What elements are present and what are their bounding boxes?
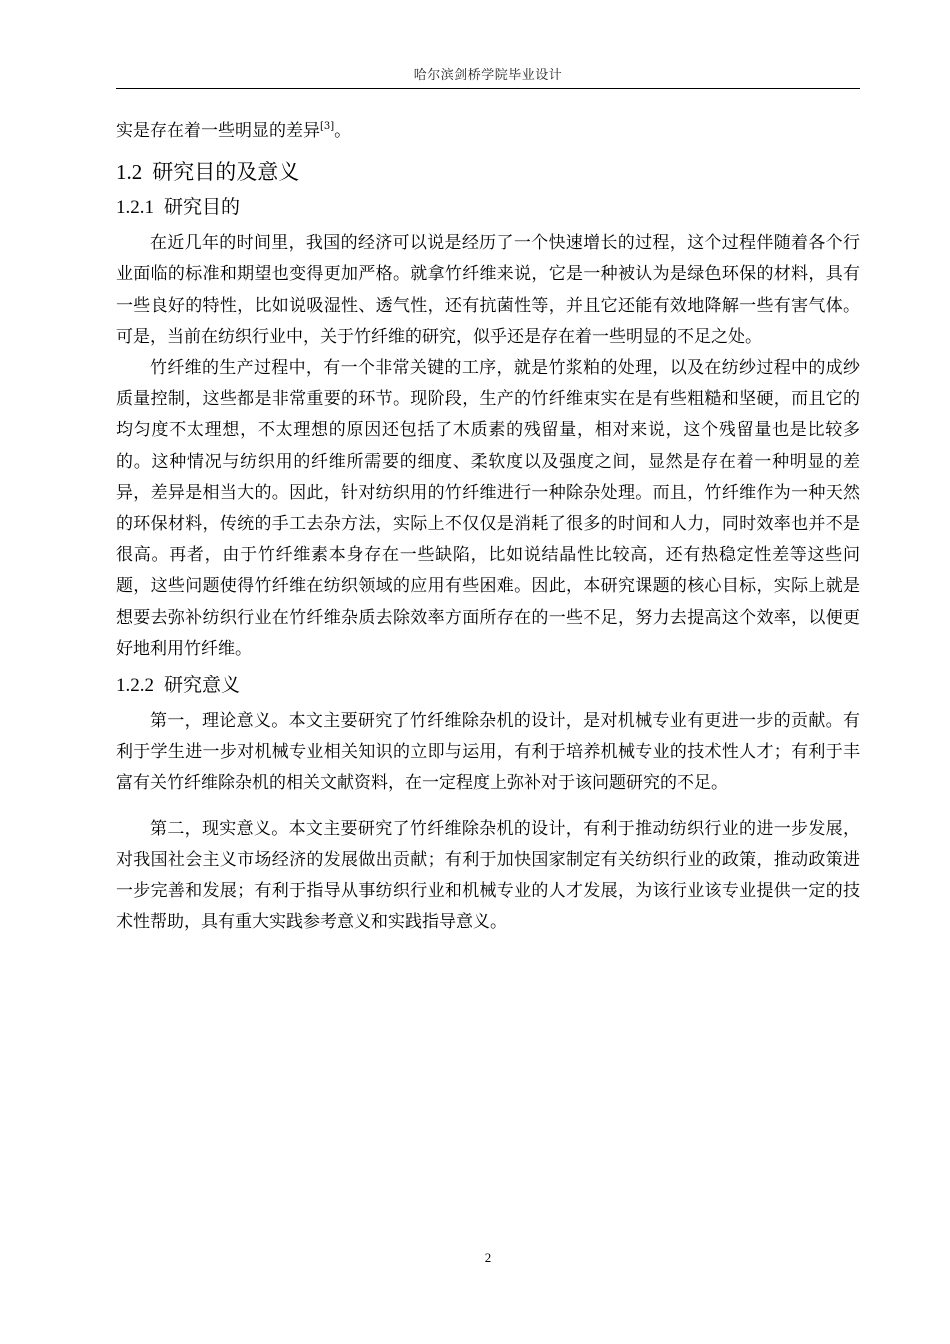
- paragraph: 在近几年的时间里，我国的经济可以说是经历了一个快速增长的过程，这个过程伴随着各个行业面临的标准和期望也变得更加严格。就拿竹纤维来说，它是一种被认为是绿色环保的材料，具有一些良好的特性，比如说吸湿性、透气性，还有抗菌性等，并且它还能有效地降解一些有害气体。可是，当前在纺织行业中，关于竹纤维的研究，似乎还是存在着一些明显的不足之处。: [116, 233, 860, 347]
- paragraph: 第一，理论意义。本文主要研究了竹纤维除杂机的设计，是对机械专业有更进一步的贡献。有利于学生进一步对机械专业相关知识的立即与运用，有利于培养机械专业的技术性人才；有利于丰富有关竹纤维除杂机的相关文献资料，在一定程度上弥补对于该问题研究的不足。: [116, 711, 860, 794]
- section-heading-1-2: [116, 157, 860, 187]
- subsection-heading-1-2-1: [116, 193, 860, 222]
- continued-text: 实是存在着一些明显的差异: [116, 121, 320, 141]
- subsection-heading-1-2-2: [116, 671, 860, 700]
- paragraph-spacer: [116, 800, 860, 814]
- paragraph: 竹纤维的生产过程中，有一个非常关键的工序，就是竹浆粕的处理，以及在纺纱过程中的成纱质量控制，这些都是非常重要的环节。现阶段，生产的竹纤维束实在是有些粗糙和坚硬，而且它的均匀度不太理想，不太理想的原因还包括了木质素的残留量，相对来说，这个残留量也是比较多的。这种情况与纺织用的纤维所需要的细度、柔软度以及强度之间，显然是存在着一种明显的差异，差异是相当大的。因此，针对纺织用的竹纤维进行一种除杂处理。而且，竹纤维作为一种天然的环保材料，传统的手工去杂方法，实际上不仅仅是消耗了很多的时间和人力，同时效率也并不是很高。再者，由于竹纤维素本身存在一些缺陷，比如说结晶性比较高，还有热稳定性差等这些问题，这些问题使得竹纤维在纺织领域的应用有些困难。因此，本研究课题的核心目标，实际上就是想要去弥补纺织行业在竹纤维杂质去除效率方面所存在的一些不足，努力去提高这个效率，以便更好地利用竹纤维。: [116, 358, 860, 659]
- continued-paragraph: [116, 116, 860, 147]
- subsection-number: 1.2.2: [116, 675, 154, 697]
- body-text: [116, 116, 860, 938]
- section-title: 研究目的及意义: [152, 160, 300, 185]
- section-number: 1.2: [116, 160, 143, 185]
- subsection-number: 1.2.1: [116, 197, 154, 219]
- continued-end: 。: [334, 121, 352, 141]
- document-page: [116, 0, 860, 1344]
- citation-ref: [3]: [320, 121, 335, 132]
- subsection-title: 研究目的: [164, 196, 241, 219]
- page-number: 2: [484, 1250, 492, 1265]
- subsection-title: 研究意义: [164, 674, 241, 697]
- running-header: 哈尔滨剑桥学院毕业设计: [413, 68, 563, 83]
- header-divider: [116, 88, 860, 89]
- paragraph: 第二，现实意义。本文主要研究了竹纤维除杂机的设计，有利于推动纺织行业的进一步发展，对我国社会主义市场经济的发展做出贡献；有利于加快国家制定有关纺织行业的政策，推动政策进一步完善和发展；有利于指导从事纺织行业和机械专业的人才发展，为该行业该专业提供一定的技术性帮助，具有重大实践参考意义和实践指导意义。: [116, 818, 860, 933]
